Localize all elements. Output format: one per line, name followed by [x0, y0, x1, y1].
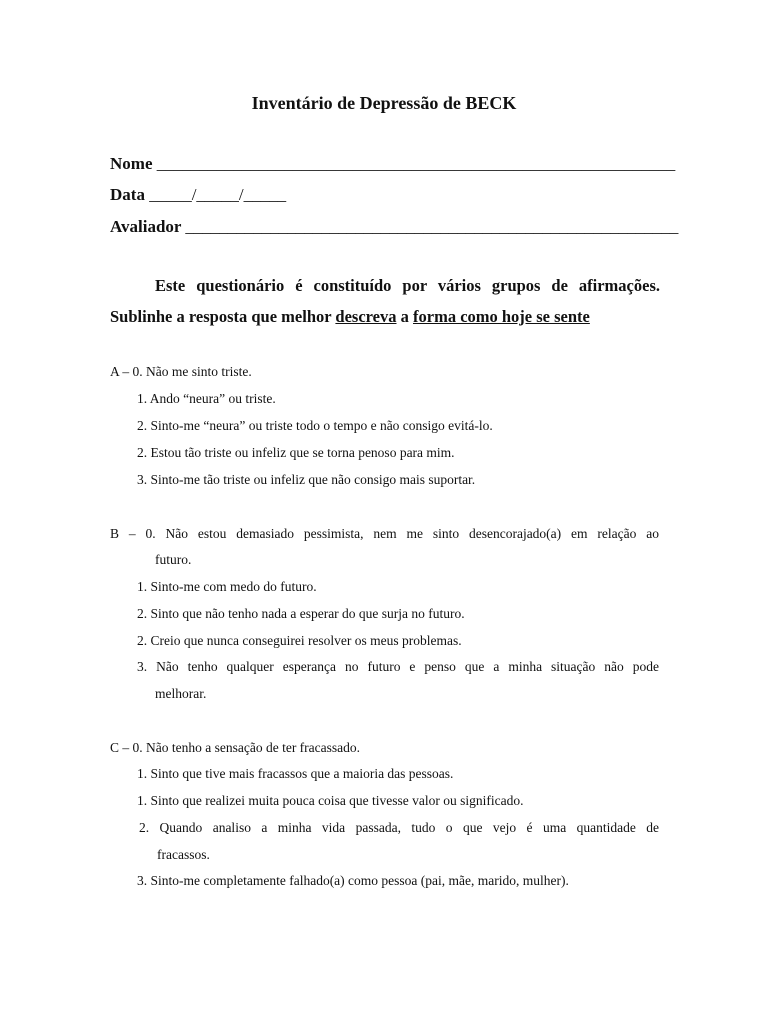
group-c-option-1b[interactable]: 1. Sinto que realizei muita pouca coisa que tivesse valor ou significado. — [137, 793, 524, 808]
group-c-option-1a[interactable]: 1. Sinto que tive mais fracassos que a maioria das pessoas. — [137, 766, 454, 781]
field-nome-blank[interactable]: _____________________________________________________________ — [156, 154, 676, 173]
field-data-label: Data — [110, 185, 145, 204]
page-title: Inventário de Depressão de BECK — [251, 93, 517, 113]
field-data-blank[interactable]: _____/_____/_____ — [149, 185, 287, 204]
field-nome-label: Nome — [110, 154, 153, 173]
intro-line-1: Este questionário é constituído por vários grupos de afirmações. — [155, 276, 660, 295]
group-b-option-0-cont[interactable]: futuro. — [155, 552, 192, 567]
intro-underline-descreva: descreva — [335, 307, 397, 326]
group-c-option-3[interactable]: 3. Sinto-me completamente falhado(a) como pessoa (pai, mãe, marido, mulher). — [137, 873, 569, 888]
group-b-option-2b[interactable]: 2. Creio que nunca conseguirei resolver os meus problemas. — [137, 633, 462, 648]
group-b-option-1[interactable]: 1. Sinto-me com medo do futuro. — [137, 579, 317, 594]
field-avaliador-blank[interactable]: __________________________________________________________ — [185, 217, 679, 236]
intro-line-2-b: a — [396, 307, 413, 326]
intro-underline-forma: forma como hoje se sente — [413, 307, 590, 326]
group-b-option-3[interactable]: 3. Não tenho qualquer esperança no futuro e penso que a minha situação não pode — [137, 659, 659, 674]
group-b-option-2a[interactable]: 2. Sinto que não tenho nada a esperar do que surja no futuro. — [137, 606, 465, 621]
field-avaliador-label: Avaliador — [110, 217, 182, 236]
group-a-option-3[interactable]: 3. Sinto-me tão triste ou infeliz que não consigo mais suportar. — [137, 472, 476, 487]
group-a-option-2b[interactable]: 2. Estou tão triste ou infeliz que se torna penoso para mim. — [137, 445, 455, 460]
field-data — [110, 185, 286, 205]
group-c-option-2[interactable]: 2. Quando analiso a minha vida passada, tudo o que vejo é uma quantidade de — [139, 820, 659, 835]
intro-line-2-a: Sublinhe a resposta que melhor — [110, 307, 336, 326]
intro-line-2 — [110, 301, 660, 332]
field-nome — [110, 154, 675, 174]
intro-paragraph — [110, 270, 660, 332]
group-a-option-0[interactable]: A – 0. Não me sinto triste. — [110, 364, 252, 379]
group-b-option-0[interactable]: B – 0. Não estou demasiado pessimista, nem me sinto desencorajado(a) em relação ao — [110, 526, 659, 541]
group-b-option-3-cont[interactable]: melhorar. — [155, 686, 207, 701]
group-c-option-2-cont[interactable]: fracassos. — [157, 847, 210, 862]
group-c-option-0[interactable]: C – 0. Não tenho a sensação de ter fracassado. — [110, 740, 361, 755]
field-avaliador — [110, 217, 678, 237]
group-a-option-2a[interactable]: 2. Sinto-me “neura” ou triste todo o tempo e não consigo evitá-lo. — [137, 418, 493, 433]
group-a-option-1[interactable]: 1. Ando “neura” ou triste. — [137, 391, 276, 406]
